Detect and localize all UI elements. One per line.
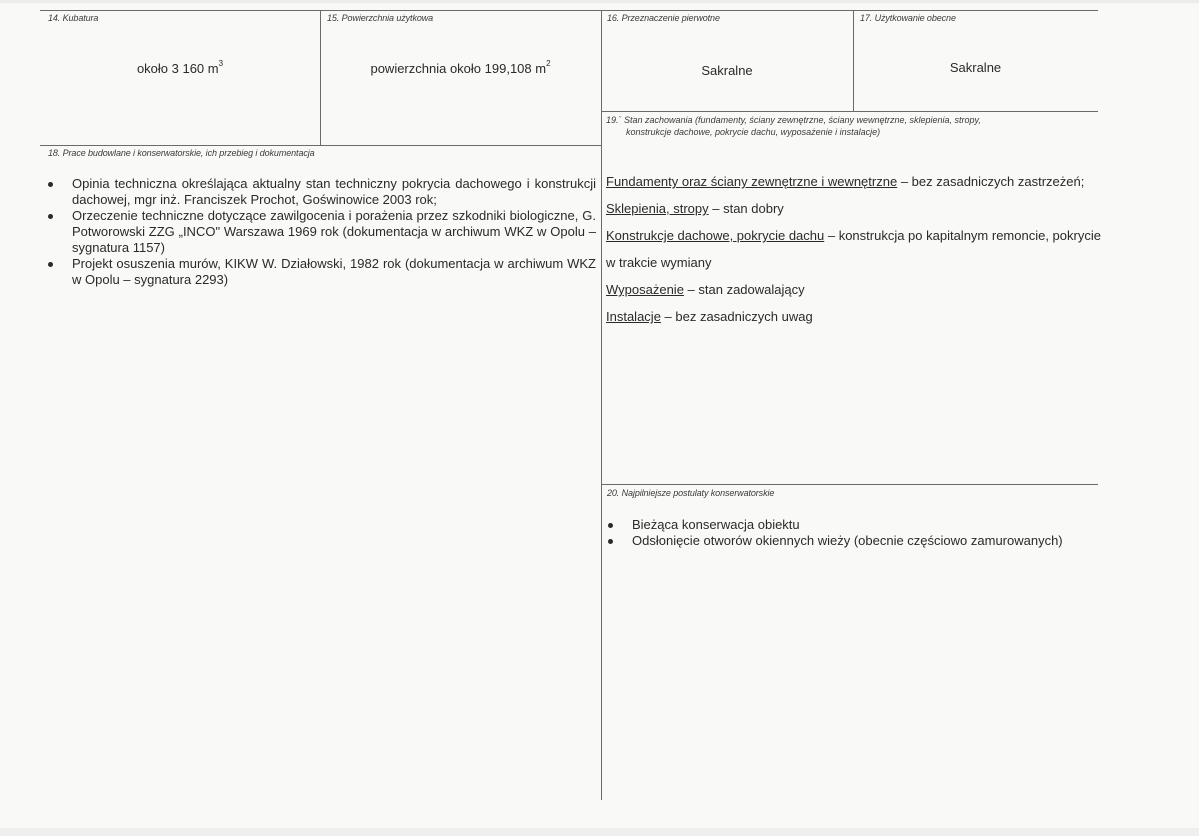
list-item [46, 208, 596, 256]
list-item [606, 517, 1096, 533]
list-item-text: Projekt osuszenia murów, KIKW W. Działowski, 1982 rok (dokumentacja w archiwum WKZ w Opolu – sygnatura 2293) [72, 256, 596, 287]
bullet-icon [48, 182, 53, 187]
state-row-text: – bez zasadniczych uwag [660, 309, 813, 324]
state-row-konstrukcje-cont [606, 249, 1096, 276]
field-20-label: 20. Najpilniejsze postulaty konserwatorskie [607, 488, 775, 498]
field-19-label [606, 114, 1076, 138]
bullet-icon [608, 539, 613, 544]
state-row-key: Wyposażenie [606, 282, 684, 297]
divider-15-16 [601, 10, 602, 800]
state-row-key: Instalacje [606, 309, 661, 324]
state-row-key: Sklepienia, stropy [606, 201, 709, 216]
state-row-sklepienia [606, 195, 1096, 222]
state-row-instalacje [606, 303, 1096, 330]
state-row-text: – konstrukcja po kapitalnym remoncie, pokrycie [824, 228, 1101, 243]
list-item-text: Orzeczenie techniczne dotyczące zawilgocenia i porażenia przez szkodniki biologiczne, G. Potworowski ZZG „INCO" Warszawa 1969 rok (dokumentacja w archiwum WKZ w Opolu – sygnatura 1157) [72, 208, 596, 255]
bullet-icon [608, 523, 613, 528]
field-14-value-sup: 3 [218, 59, 224, 68]
state-row-konstrukcje [606, 222, 1101, 249]
rule-above-20 [601, 484, 1098, 485]
state-row-wyposazenie [606, 276, 1096, 303]
list-item-text: Opinia techniczna określająca aktualny stan techniczny pokrycia dachowego i konstrukcji dachowej, mgr inż. Franciszek Prochot, Goświnowice 2003 rok; [72, 176, 596, 207]
field-14-value-text: około 3 160 m [136, 61, 219, 76]
bullet-icon [48, 214, 53, 219]
state-row-key: Fundamenty oraz ściany zewnętrzne i wewnętrzne [606, 174, 898, 189]
field-19-label-line2: konstrukcje dachowe, pokrycie dachu, wyposażenie i instalacje) [626, 127, 881, 137]
list-item [46, 176, 596, 208]
field-19-state-list [606, 168, 1101, 330]
field-18-label: 18. Prace budowlane i konserwatorskie, ich przebieg i dokumentacja [48, 148, 315, 158]
field-17-value: Sakralne [949, 60, 1002, 75]
field-15-value [320, 61, 601, 76]
list-item [606, 533, 1096, 549]
state-row-text: – bez zasadniczych zastrzeżeń; [897, 174, 1085, 189]
list-item [46, 256, 596, 288]
bullet-icon [48, 262, 53, 267]
field-16-label: 16. Przeznaczenie pierwotne [607, 13, 720, 23]
list-item-text: Odsłonięcie otworów okiennych wieży (obecnie częściowo zamurowanych) [632, 533, 1063, 548]
rule-above-18 [40, 145, 601, 146]
scan-edge-bottom [0, 828, 1199, 836]
field-14-label: 14. Kubatura [48, 13, 99, 23]
field-19-label-line1: 19.` Stan zachowania (fundamenty, ściany zewnętrzne, ściany wewnętrzne, sklepienia, stropy, [606, 115, 981, 125]
state-row-key: Konstrukcje dachowe, pokrycie dachu [606, 228, 825, 243]
field-16-value: Sakralne [701, 63, 753, 78]
state-row-text: – stan dobry [708, 201, 784, 216]
divider-14-15 [320, 10, 321, 145]
list-item-text: Bieżąca konserwacja obiektu [632, 517, 800, 532]
field-15-label: 15. Powierzchnia użytkowa [327, 13, 434, 23]
top-rule [40, 10, 1098, 11]
rule-above-19 [601, 111, 1098, 112]
field-17-label: 17. Użytkowanie obecne [860, 13, 956, 23]
scan-edge-top [0, 0, 1199, 3]
field-18-list [46, 176, 596, 288]
state-row-fundamenty [606, 168, 1096, 195]
state-row-text: – stan zadowalający [683, 282, 805, 297]
field-15-value-sup: 2 [546, 59, 551, 68]
field-15-value-text: powierzchnia około 199,108 m [370, 61, 547, 76]
field-14-value [40, 61, 320, 76]
field-20-list [606, 517, 1096, 549]
state-row-text: w trakcie wymiany [606, 255, 712, 270]
